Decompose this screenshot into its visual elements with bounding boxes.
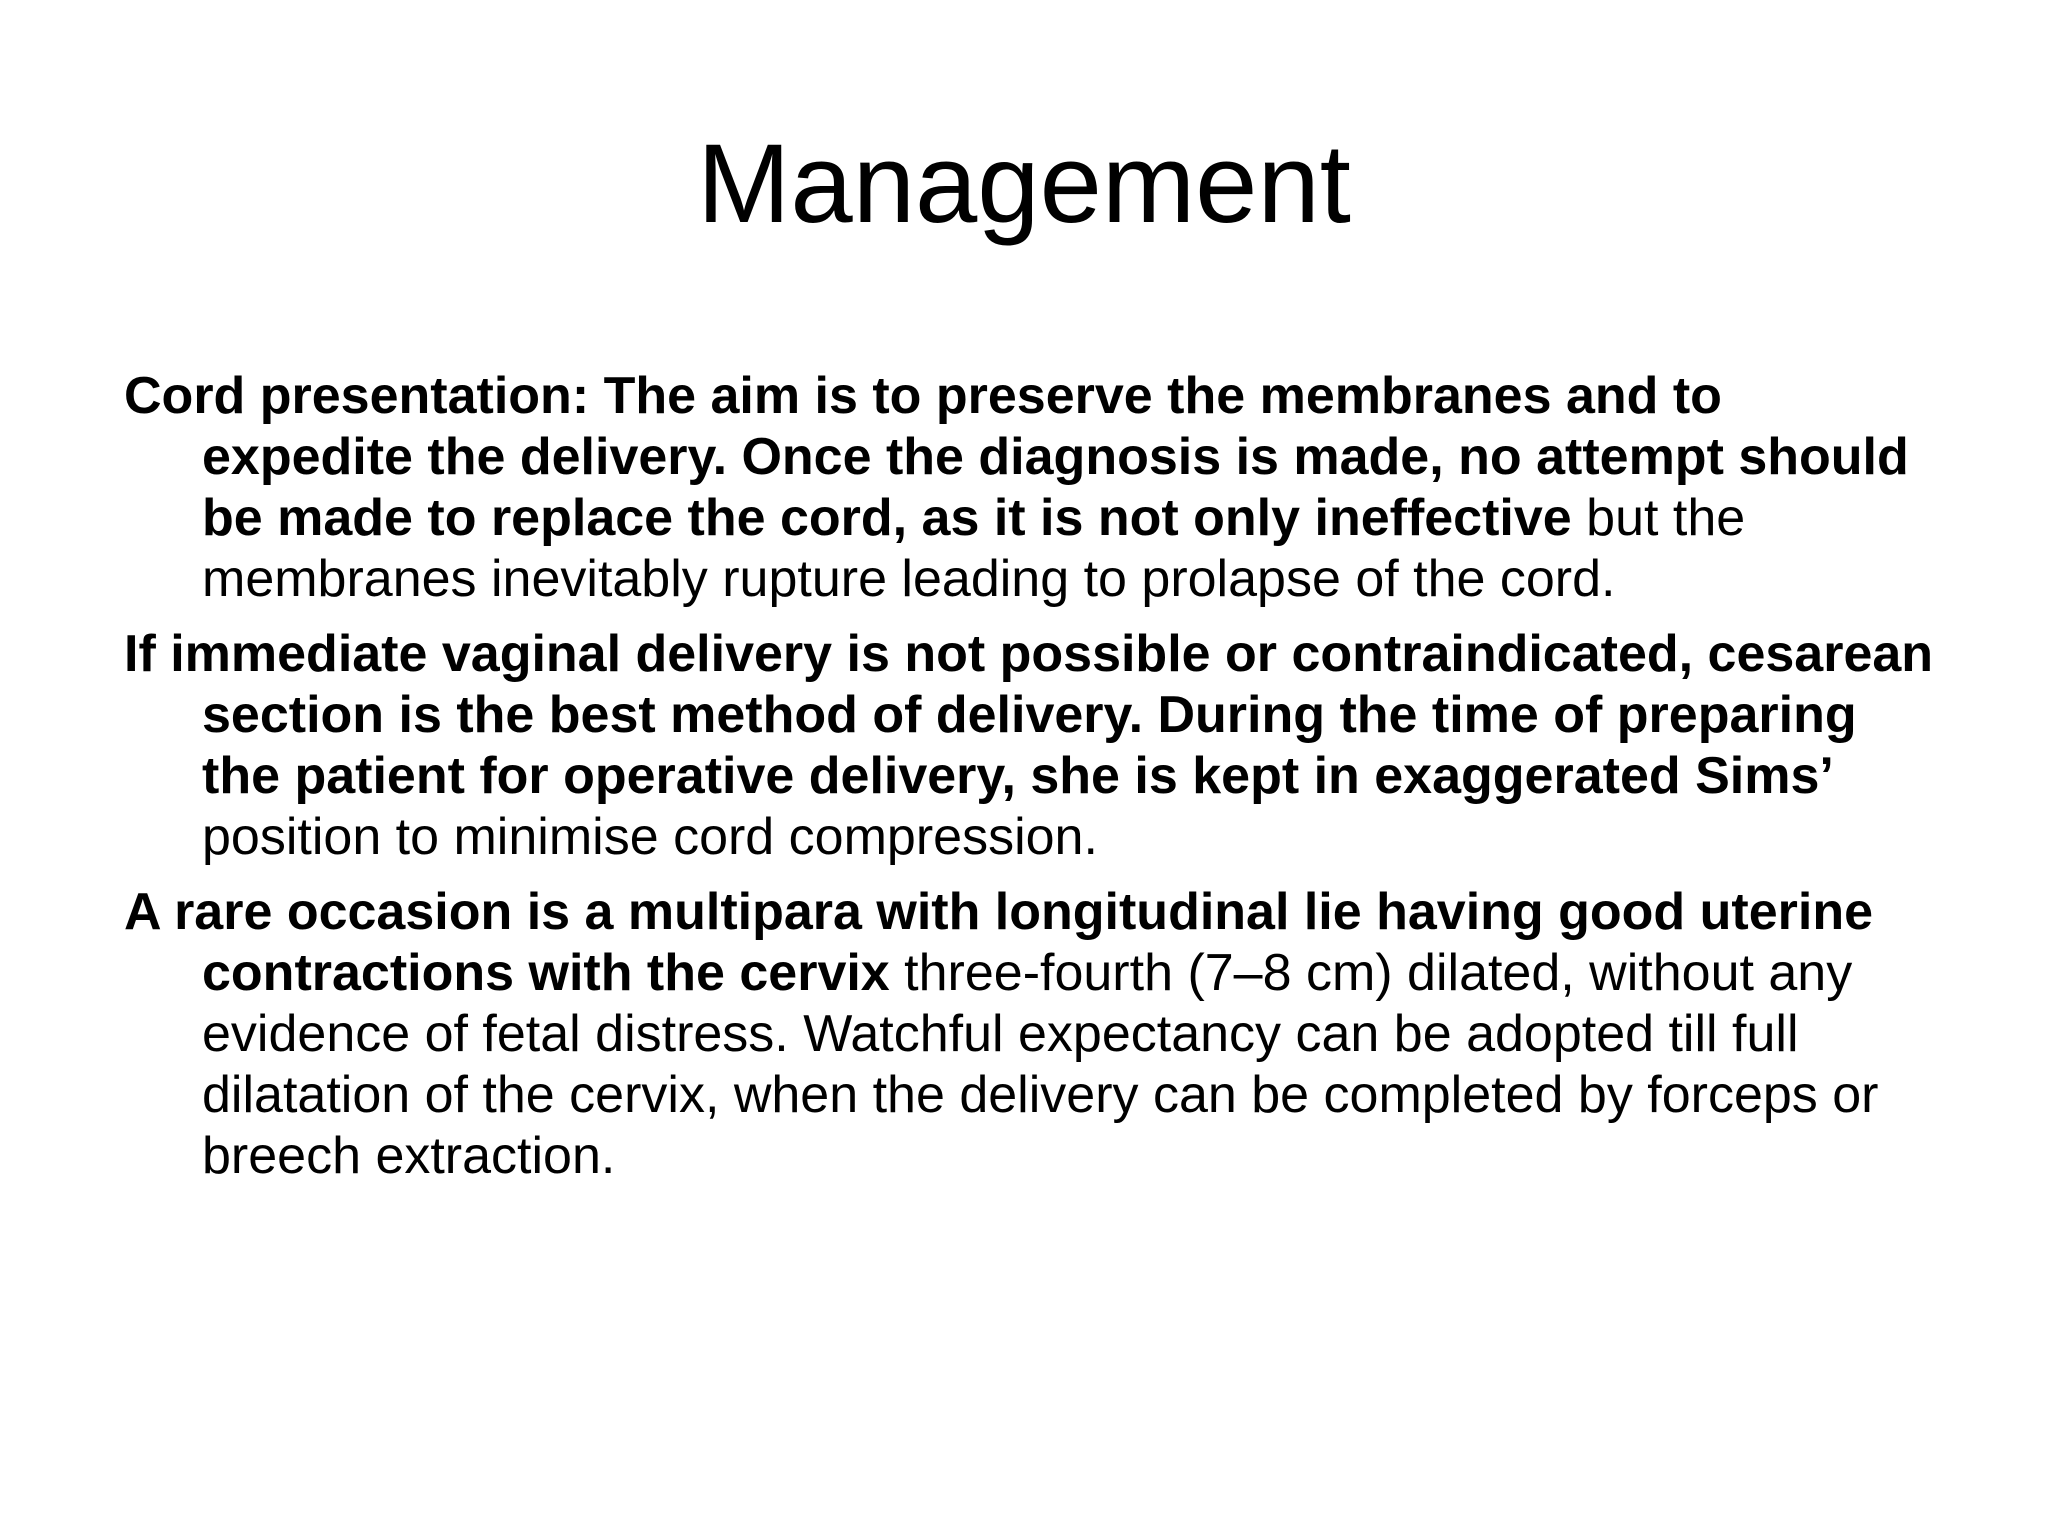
paragraph-cord-presentation: [124, 366, 1944, 610]
paragraph-bold-text: If immediate vaginal delivery is not possible or contraindicated, cesarean section is the best method of delivery. During the time of preparing the patient for operative delivery, she is kept in exaggerated Sims’: [124, 625, 1934, 805]
paragraph-cesarean: [124, 624, 1944, 868]
slide-title: Management: [697, 121, 1351, 246]
paragraph-multipara: [124, 882, 1944, 1187]
paragraph-bold-text: Cord presentation: The aim is to preserve the membranes and to expedite the delivery. Once the diagnosis is made, no attempt should be made to replace the cord, as it is not only ineffective: [124, 367, 1909, 547]
paragraph-normal-text: three-fourth (7–8 cm) dilated, without any evidence of fetal distress. Watchful expectancy can be adopted till full dilatation of the cervix, when the delivery can be completed by forceps or breech extraction.: [202, 944, 1879, 1185]
paragraph-bold-text: A rare occasion is a multipara with longitudinal lie having good uterine contractions with the cervix: [124, 883, 1874, 1002]
slide-body: [124, 366, 1944, 1187]
paragraph-normal-text: but the membranes inevitably rupture leading to prolapse of the cord.: [202, 489, 1746, 608]
paragraph-normal-text: position to minimise cord compression.: [202, 808, 1098, 866]
